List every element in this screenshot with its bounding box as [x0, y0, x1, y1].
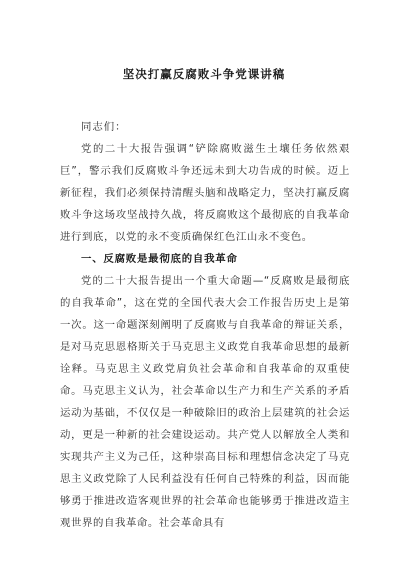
paragraph-intro: 党的二十大报告强调“铲除腐败滋生土壤任务依然艰巨”，警示我们反腐败斗争还远未到大功告成的时候。迈上新征程，我们必须保持清醒头脑和战略定力，坚决打赢反腐败斗争这场攻坚战持久战，将反腐败这个最彻底的自我革命进行到底，以党的永不变质确保红色江山永不变色。 [60, 143, 350, 243]
salutation: 同志们： [81, 121, 127, 133]
section-heading-1: 一、反腐败是最彻底的自我革命 [81, 253, 238, 265]
document-title: 坚决打赢反腐败斗争党课讲稿 [122, 67, 286, 81]
document-body [60, 116, 350, 534]
paragraph-section-1: 党的二十大报告提出一个重大命题—“反腐败是最彻底的自我革命”，这在党的全国代表大会工作报告历史上是第一次。这一命题深刻阐明了反腐败与自我革命的辩证关系，是对马克思恩格斯关于马克思主义政党自我革命思想的最新诠释。马克思主义政党肩负社会革命和自我革命的双重使命。马克思主义认为，社会革命以生产力和生产关系的矛盾运动为基础，不仅仅是一种破除旧的政治上层建筑的社会运动，更是一种新的社会建设运动。共产党人以解放全人类和实现共产主义为己任，这种崇高目标和理想信念决定了马克思主义政党除了人民利益没有任何自己特殊的利益，因而能够勇于推进改造客观世界的社会革命也能够勇于推进改造主观世界的自我革命。社会革命具有 [60, 275, 350, 529]
